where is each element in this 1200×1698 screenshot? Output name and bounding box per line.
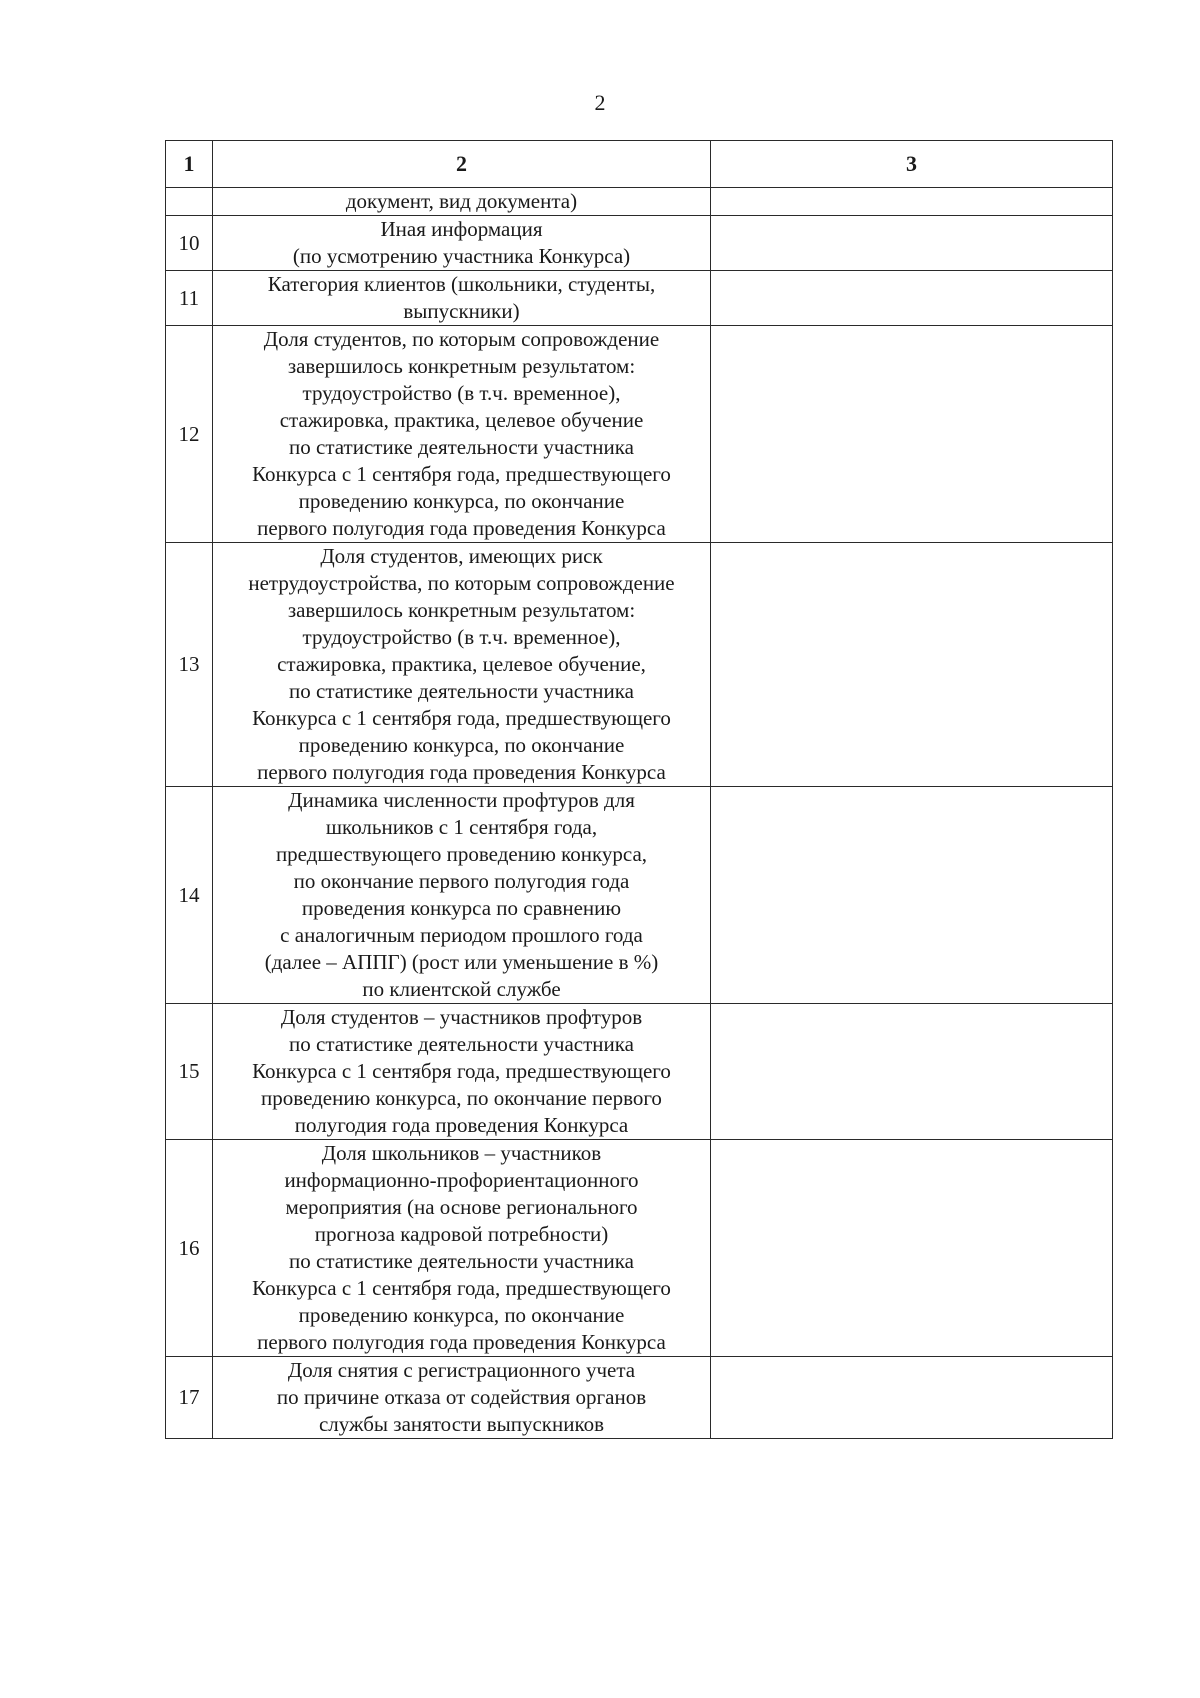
row-number: 14 [166, 787, 213, 1004]
row-number: 17 [166, 1357, 213, 1439]
row-description [213, 787, 711, 1004]
row-number: 13 [166, 543, 213, 787]
description-line: по окончание первого полугодия года [293, 869, 630, 893]
description-line: завершилось конкретным результатом: [287, 354, 636, 378]
table-row [166, 1140, 1113, 1357]
description-line: стажировка, практика, целевое обучение, [277, 652, 646, 676]
row-description [213, 1004, 711, 1140]
row-number: 11 [166, 271, 213, 326]
description-line: (далее – АППГ) (рост или уменьшение в %) [264, 950, 659, 974]
row-value-cell [711, 1140, 1113, 1357]
description-line: по статистике деятельности участника [289, 1032, 634, 1056]
description-line: прогноза кадровой потребности) [314, 1222, 609, 1246]
description-line: проведению конкурса, по окончание [298, 489, 625, 513]
row-value-cell [711, 271, 1113, 326]
table-header-row [166, 141, 1113, 188]
table-row [166, 1004, 1113, 1140]
description-line: Доля студентов, имеющих риск [320, 544, 603, 568]
row-number: 12 [166, 326, 213, 543]
row-description [213, 271, 711, 326]
description-line: стажировка, практика, целевое обучение [279, 408, 644, 432]
description-line: проведению конкурса, по окончание [298, 733, 625, 757]
description-line: проведению конкурса, по окончание [298, 1303, 625, 1327]
row-description [213, 1140, 711, 1357]
description-line: трудоустройство (в т.ч. временное), [302, 381, 621, 405]
row-value-cell [711, 1357, 1113, 1439]
description-line: по статистике деятельности участника [289, 679, 634, 703]
table-row [166, 188, 1113, 216]
description-line: проведению конкурса, по окончание первого [261, 1086, 662, 1110]
description-line: Доля студентов – участников профтуров [280, 1005, 643, 1029]
description-line: выпускники) [403, 299, 520, 323]
description-line: информационно-профориентационного [284, 1168, 639, 1192]
description-line: Доля снятия с регистрационного учета [287, 1358, 636, 1382]
description-line: первого полугодия года проведения Конкурса [257, 760, 666, 784]
row-value-cell [711, 188, 1113, 216]
description-line: Конкурса с 1 сентября года, предшествующего [252, 706, 671, 730]
row-value-cell [711, 1004, 1113, 1140]
description-line: по причине отказа от содействия органов [276, 1385, 647, 1409]
description-line: Доля школьников – участников [321, 1141, 602, 1165]
row-number: 15 [166, 1004, 213, 1140]
row-description [213, 326, 711, 543]
description-line: проведения конкурса по сравнению [301, 896, 622, 920]
description-line: первого полугодия года проведения Конкурса [257, 1330, 666, 1354]
row-description [213, 543, 711, 787]
description-line: с аналогичным периодом прошлого года [280, 923, 643, 947]
description-line: Конкурса с 1 сентября года, предшествующего [252, 1276, 671, 1300]
description-line: службы занятости выпускников [318, 1412, 605, 1436]
table-row [166, 1357, 1113, 1439]
description-line: Доля студентов, по которым сопровождение [263, 327, 660, 351]
description-line: трудоустройство (в т.ч. временное), [302, 625, 621, 649]
description-line: по статистике деятельности участника [289, 435, 634, 459]
description-line: Иная информация [380, 217, 543, 241]
description-line: Категория клиентов (школьники, студенты, [267, 272, 656, 296]
row-description [213, 188, 711, 216]
column-header-2: 2 [213, 141, 711, 188]
description-line: Конкурса с 1 сентября года, предшествующего [252, 1059, 671, 1083]
page-number: 2 [594, 90, 606, 115]
description-line: нетрудоустройства, по которым сопровождение [248, 571, 675, 595]
row-value-cell [711, 787, 1113, 1004]
row-value-cell [711, 543, 1113, 787]
description-line: по клиентской службе [362, 977, 561, 1001]
description-line: Динамика численности профтуров для [288, 788, 635, 812]
table-row [166, 787, 1113, 1004]
row-description [213, 216, 711, 271]
description-line: мероприятия (на основе регионального [285, 1195, 638, 1219]
table-row [166, 543, 1113, 787]
description-line: по статистике деятельности участника [289, 1249, 634, 1273]
description-line: школьников с 1 сентября года, [325, 815, 598, 839]
description-line: полугодия года проведения Конкурса [294, 1113, 629, 1137]
table-row [166, 326, 1113, 543]
column-header-1: 1 [166, 141, 213, 188]
description-line: предшествующего проведению конкурса, [275, 842, 648, 866]
description-line: завершилось конкретным результатом: [287, 598, 636, 622]
table-row [166, 216, 1113, 271]
description-line: (по усмотрению участника Конкурса) [292, 244, 631, 268]
criteria-table [165, 140, 1113, 1439]
table-row [166, 271, 1113, 326]
table-body [166, 188, 1113, 1439]
row-number: 10 [166, 216, 213, 271]
column-header-3: 3 [711, 141, 1113, 188]
row-value-cell [711, 326, 1113, 543]
row-number: 16 [166, 1140, 213, 1357]
description-line: документ, вид документа) [345, 189, 578, 213]
description-line: первого полугодия года проведения Конкурса [257, 516, 666, 540]
description-line: Конкурса с 1 сентября года, предшествующего [252, 462, 671, 486]
row-value-cell [711, 216, 1113, 271]
row-description [213, 1357, 711, 1439]
row-number [166, 188, 213, 216]
